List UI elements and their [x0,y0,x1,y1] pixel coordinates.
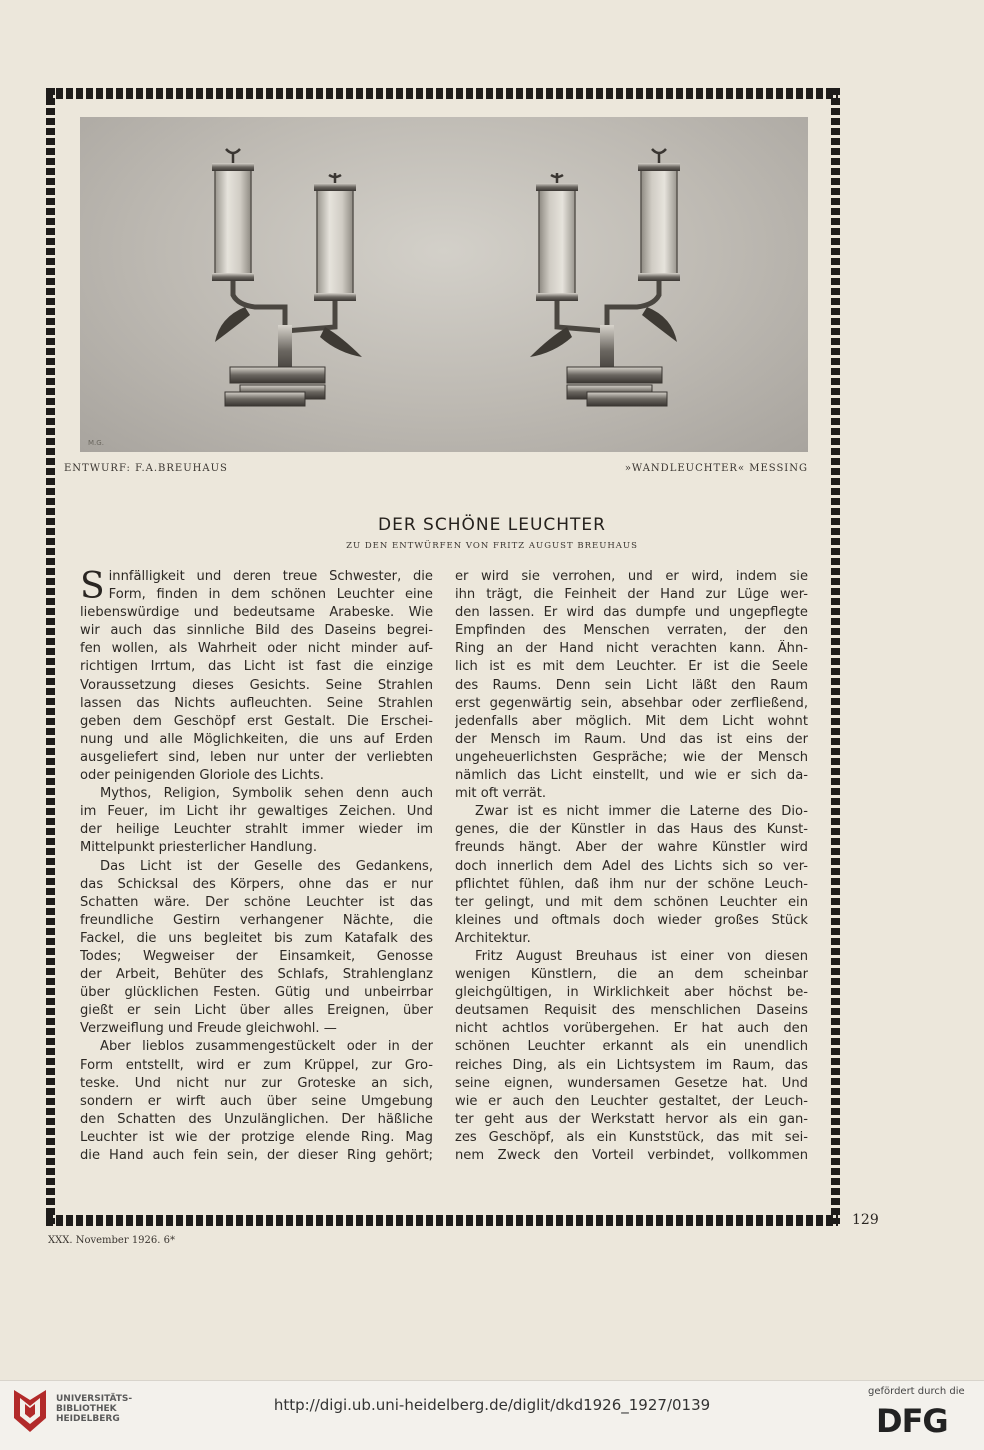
text-line: ihn trägt, die Feinheit der Hand zur Lüge wer- [455,587,808,603]
text-line: ausgeliefert sind, leben nur unter der verliebten [80,749,433,765]
text-line: die Hand auch fein sein, der dieser Ring gehört; [80,1148,433,1163]
text-line: nicht achtlos vorübergehen. Er hat auch den [455,1021,808,1037]
border-right [831,88,840,1224]
text-line: freundliche Gestirn verhangener Nächte, die [80,912,433,928]
text-line: den Schatten des Unzulänglichen. Der häßliche [80,1111,433,1127]
text-line: erst gegenwärtig sein, absehbar oder zerfließend, [455,695,808,711]
left-lamp [212,149,362,406]
text-line: Leuchter ist wie der protzige elende Ring. Mag [80,1129,433,1145]
text-line: der Arbeit, Behüter des Schlafs, Strahlenglanz [80,967,433,983]
folio-line: XXX. November 1926. 6* [48,1235,175,1246]
text-line: Empfinden des Menschen verraten, der den [455,623,808,639]
caption-right: »WANDLEUCHTER« MESSING [624,463,808,474]
text-line: geben dem Geschöpf erst Gestalt. Die Erschei- [80,713,433,729]
left-text-column [80,568,433,1165]
page-number: 129 [852,1212,879,1228]
text-line: er wird sie verrohen, und er wird, indem sie [455,569,808,584]
text-line: Das Licht ist der Geselle des Gedankens, [100,858,433,874]
text-line: der Mensch im Raum. Und das ist eins der [455,731,808,747]
text-line: wenigen Künstlern, die an dem scheinbar [455,967,808,983]
text-line: doch innerlich dem Adel des Lichts sich so ver- [455,858,808,874]
text-line: deutsamen Requisit des menschlichen Daseins [455,1003,808,1019]
text-line: Schatten wäre. Der schöne Leuchter ist das [80,894,433,910]
text-line: nämlich das Licht einstellt, und wie er sich da- [455,768,808,784]
text-line: Zwar ist es nicht immer die Laterne des Dio- [475,804,808,820]
article-title: DER SCHÖNE LEUCHTER [378,515,606,535]
dfg-logo: DFG [876,1402,948,1440]
text-line: kleines und oftmals doch wieder großes Stück [455,912,808,928]
institution-line: BIBLIOTHEK [56,1404,117,1414]
text-line: Verzweiflung und Freude gleichwohl. — [80,1021,337,1037]
text-line: das Schicksal des Körpers, ohne das er nur [80,876,433,892]
text-line: liebenswürdige und bedeutsame Arabeske. Wie [80,605,433,621]
text-line: freunds hängt. Aber der wahre Künstler wird [455,840,808,856]
text-line: mit oft verrät. [455,786,547,802]
text-line: Mythos, Religion, Symbolik sehen denn auch [100,786,433,802]
text-line: den lassen. Er wird das dumpfe und ungepflegte [455,605,808,621]
institution-line: UNIVERSITÄTS- [56,1394,133,1404]
text-line: nem Zweck den Vorteil verbindet, vollkommen [455,1148,808,1163]
text-line: oder peinigenden Gloriole des Lichts. [80,768,324,784]
text-line: lich ist es mit dem Leuchter. Er ist die Seele [455,659,808,675]
text-line: innfälligkeit und deren treue Schwester, die [108,569,433,584]
caption-left: ENTWURF: F.A.BREUHAUS [64,463,228,474]
text-line: über glücklichen Festen. Gütig und unbeirrbar [80,985,433,1001]
article-subtitle: ZU DEN ENTWÜRFEN VON FRITZ AUGUST BREUHAUS [346,541,638,551]
border-left [46,88,55,1224]
text-line: reiches Ding, als ein Lichtsystem im Raum, das [455,1057,808,1073]
text-line: wir auch das sinnliche Bild des Daseins begrei- [80,623,433,639]
photo-label: M.G. [88,439,104,447]
text-line: nung und alle Möglichkeiten, die uns auf Erden [80,731,433,747]
text-line: gleichgültigen, in Wirklichkeit aber höchst be- [455,985,808,1001]
text-line: sondern er wirft auch über seine Umgebung [80,1093,433,1109]
text-line: ter geht aus der Werkstatt hervor als ein gan- [455,1111,808,1127]
right-text-column [455,568,808,1165]
text-line: fen wollen, als Wahrheit oder nicht minder auf- [80,641,433,657]
text-line: Form, finden in dem schönen Leuchter eine [108,587,433,603]
text-line: gießt er sein Licht über alles Ereignen, über [80,1003,433,1019]
wall-lamps-illustration [80,117,808,452]
text-line: Mittelpunkt priesterlicher Handlung. [80,840,318,856]
text-line: Form entstellt, wird er zum Krüppel, zur Gro- [80,1057,433,1073]
text-line: Todes; Wegweiser der Einsamkeit, Genosse [80,948,433,964]
text-line: der heilige Leuchter strahlt immer wieder im [80,822,433,838]
text-line: jedenfalls aber möglich. Mit dem Licht wohnt [455,713,808,729]
border-top [46,88,838,99]
text-line: des Raums. Denn sein Licht läßt den Raum [455,677,808,693]
drop-cap: S [80,566,105,607]
institution-line: HEIDELBERG [56,1414,120,1424]
funded-by-label: gefördert durch die [868,1386,965,1397]
lamp-photograph [80,117,808,452]
permalink-url[interactable]: http://digi.ub.uni-heidelberg.de/diglit/dkd1926_1927/0139 [273,1396,711,1414]
text-line: Fritz August Breuhaus ist einer von diesen [475,948,808,964]
viewer-footer [0,1380,984,1450]
text-line: richtigen Irrtum, das Licht ist fast die einzige [80,659,433,675]
border-bottom [46,1215,838,1226]
text-line: pflichtet fühlen, daß ihm nur der schöne Leuch- [455,876,808,892]
text-line: Ring an der Hand nicht verachten kann. Ähn- [455,641,808,657]
text-line: ungeheuerlichsten Gespräche; wie der Mensch [455,749,808,765]
text-line: schönen Leuchter erkannt als ein unendlich [455,1039,808,1055]
text-line: genes, die der Künstler in das Haus des Kunst- [455,822,808,838]
text-line: im Feuer, im Licht ihr gewaltiges Zeichen. Und [80,804,433,820]
text-line: ter gelingt, und mit dem schönen Leuchter ein [455,894,808,910]
text-line: zes Geschöpf, als ein Kunststück, das mit sei- [455,1129,808,1145]
text-line: seine eignen, wundersamen Gesetze hat. Und [455,1075,808,1091]
text-line: wie er auch den Leuchter gestaltet, der Leuch- [455,1093,808,1109]
right-lamp [530,149,680,406]
text-line: Fackel, die uns begleitet bis zum Katafalk des [80,930,433,946]
text-line: teske. Und nicht nur zur Groteske an sich, [80,1075,433,1091]
text-line: lassen das Nichts aufleuchten. Seine Strahlen [80,695,433,711]
text-line: Architektur. [455,930,531,946]
text-line: Aber lieblos zusammengestückelt oder in der [100,1039,433,1055]
text-line: Voraussetzung dieses Gesichts. Seine Strahlen [80,677,433,693]
